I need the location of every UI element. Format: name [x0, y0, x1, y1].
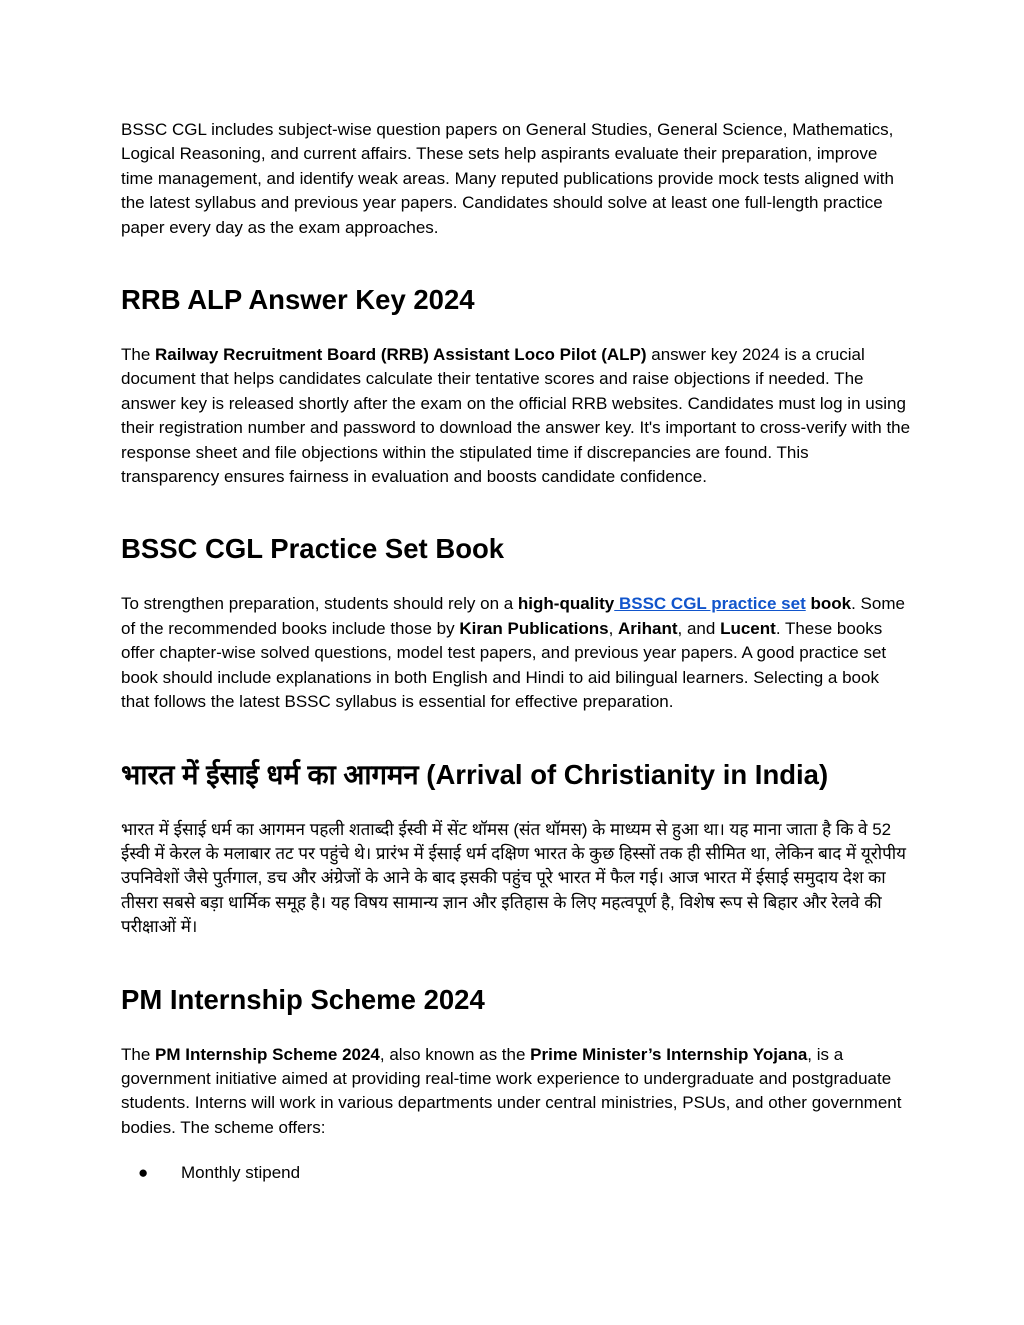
pm-text-1: The [121, 1044, 156, 1064]
intro-paragraph: BSSC CGL includes subject-wise question papers on General Studies, General Science, Mathematics, Logical Reasoning, and current affairs. These sets help aspirants evaluate their preparation, improve time management, and identify weak areas. Many reputed publications provide mock tests aligned with the latest syllabus and previous year papers. Candidates should solve at least one full-length practice paper every day as the exam approaches. [121, 120, 894, 237]
pm-bold-scheme: PM Internship Scheme 2024 [155, 1044, 380, 1064]
pm-paragraph [121, 1043, 911, 1141]
pm-offers-list [121, 1161, 911, 1185]
heading-christianity-arrival [121, 758, 911, 792]
heading-rrb-alp-answer-key: RRB ALP Answer Key 2024 [121, 284, 475, 316]
bssc-text-3: , [608, 618, 619, 638]
heading-english-part: (Arrival of Christianity in India) [426, 758, 829, 790]
rrb-bold-board: Railway Recruitment Board (RRB) Assistant Loco Pilot (ALP) [155, 345, 647, 365]
bssc-book-paragraph [121, 592, 911, 714]
bssc-bold-book: book [805, 594, 852, 614]
list-item [121, 1161, 911, 1185]
rrb-text-rest: answer key 2024 is a crucial document that helps candidates calculate their tentative scores and raise objections if needed. The answer key is released shortly after the exam on the official RRB websites. Candidates must log in using their registration number and password to download the answer key. It's important to cross-verify with the response sheet and file objections within the stipulated time if discrepancies are found. This transparency ensures fairness in evaluation and boosts candidate confidence. [121, 345, 911, 487]
document-content [121, 118, 911, 1186]
pm-bold-yojana: Prime Minister’s Internship Yojana [530, 1044, 808, 1064]
bssc-text-4: , and [677, 618, 721, 638]
bssc-text-1: To strengthen preparation, students should rely on a [121, 594, 518, 614]
heading-bssc-practice-set-book: BSSC CGL Practice Set Book [121, 533, 505, 565]
bssc-bold-kiran: Kiran Publications [459, 618, 609, 638]
bullet-icon: ● [138, 1163, 149, 1183]
bssc-bold-lucent: Lucent [720, 618, 776, 638]
pm-text-3: , is a government initiative aimed at providing real-time work experience to undergraduate and postgraduate students. Interns will work in various departments under central ministries, PSUs, and other government bodies. The scheme offers: [121, 1044, 902, 1137]
heading-hindi-part: भारत में ईसाई धर्म का आगमन [121, 758, 427, 790]
bssc-bold-arihant: Arihant [618, 618, 678, 638]
christianity-paragraph: भारत में ईसाई धर्म का आगमन पहली शताब्दी ईस्वी में सेंट थॉमस (संत थॉमस) के माध्यम से हुआ था। यह माना जाता है कि वे 52 ईस्वी में केरल के मलाबार तट पर पहुंचे थे। प्रारंभ में ईसाई धर्म दक्षिण भारत के कुछ हिस्सों तक ही सीमित था, लेकिन बाद में यूरोपीय उपनिवेशों जैसे पुर्तगाल, डच और अंग्रेजों के आने के बाद इसकी पहुंच पूरे भारत में फैल गई। आज भारत में ईसाई समुदाय देश का तीसरा सबसे बड़ा धार्मिक समूह है। यह विषय सामान्य ज्ञान और इतिहास के लिए महत्वपूर्ण है, विशेष रूप से बिहार और रेलवे की परीक्षाओं में। [121, 819, 907, 937]
rrb-paragraph [121, 343, 911, 489]
list-item-text: Monthly stipend [181, 1163, 301, 1183]
rrb-text-start: The [121, 345, 156, 365]
bssc-text-2: . Some of the recommended books include those by [121, 594, 905, 638]
pm-text-2: , also known as the [379, 1044, 531, 1064]
heading-pm-internship-scheme: PM Internship Scheme 2024 [121, 983, 485, 1015]
bssc-text-5: . These books offer chapter-wise solved questions, model test papers, and previous year papers. A good practice set book should include explanations in both English and Hindi to aid bilingual learners. Selecting a book that follows the latest BSSC syllabus is essential for effective preparation. [121, 618, 887, 712]
bssc-bold-high-quality: high-quality [517, 594, 615, 614]
bssc-practice-set-link[interactable]: BSSC CGL practice set [614, 594, 806, 614]
